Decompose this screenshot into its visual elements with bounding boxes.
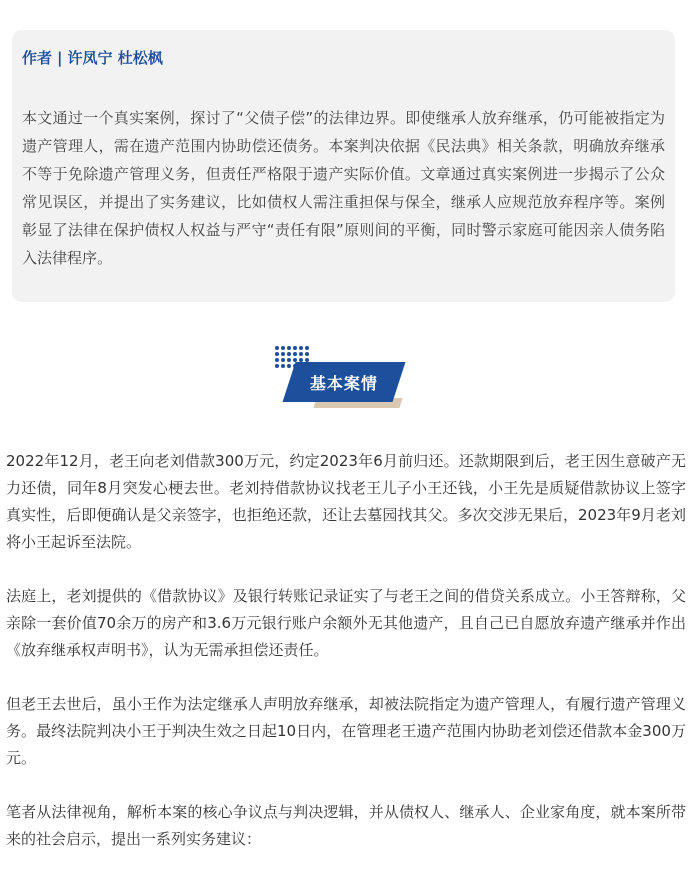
author-line <box>22 46 665 70</box>
author-label: 作者 <box>22 49 53 67</box>
paragraph: 但老王去世后，虽小王作为法定继承人声明放弃继承，却被法院指定为遗产管理人，有履行遗产管理义务。最终法院判决小王于判决生效之日起10日内，在管理老王遗产范围内协助老刘偿还借款本金300万元。 <box>6 695 686 767</box>
author-separator: | <box>57 49 63 67</box>
paragraph: 2022年12月，老王向老刘借款300万元，约定2023年6月前归还。还款期限到后，老王因生意破产无力还债，同年8月突发心梗去世。老刘持借款协议找老王儿子小王还钱，小王先是质疑借款协议上签字真实性，后即便确认是父亲签字，也拒绝还款，还让去墓园找其父。多次交涉无果后，2023年9月老刘将小王起诉至法院。 <box>6 452 686 551</box>
author-names: 许凤宁 杜松枫 <box>67 49 163 67</box>
section-title: 基本案情 <box>309 373 378 393</box>
paragraph: 笔者从法律视角，解析本案的核心争议点与判决逻辑，并从债权人、继承人、企业家角度，就本案所带来的社会启示，提出一系列实务建议： <box>6 803 686 848</box>
paragraph: 法庭上，老刘提供的《借款协议》及银行转账记录证实了与老王之间的借贷关系成立。小王答辩称，父亲除一套价值70余万的房产和3.6万元银行账户余额外无其他遗产，且自己已自愿放弃遗产继承并作出《放弃继承权声明书》，认为无需承担偿还责任。 <box>6 587 686 659</box>
section-title-tag <box>283 362 406 402</box>
summary-card <box>12 30 675 302</box>
article-body <box>6 448 686 853</box>
summary-text: 本文通过一个真实案例，探讨了“父债子偿”的法律边界。即使继承人放弃继承，仍可能被指定为遗产管理人，需在遗产范围内协助偿还债务。本案判决依据《民法典》相关条款，明确放弃继承不等于免除遗产管理义务，但责任严格限于遗产实际价值。文章通过真实案例进一步揭示了公众常见误区，并提出了实务建议，比如债权人需注重担保与保全，继承人应规范放弃程序等。案例彰显了法律在保护债权人权益与严守“责任有限”原则间的平衡，同时警示家庭可能因亲人债务陷入法律程序。 <box>22 109 665 267</box>
section-header <box>275 346 425 412</box>
